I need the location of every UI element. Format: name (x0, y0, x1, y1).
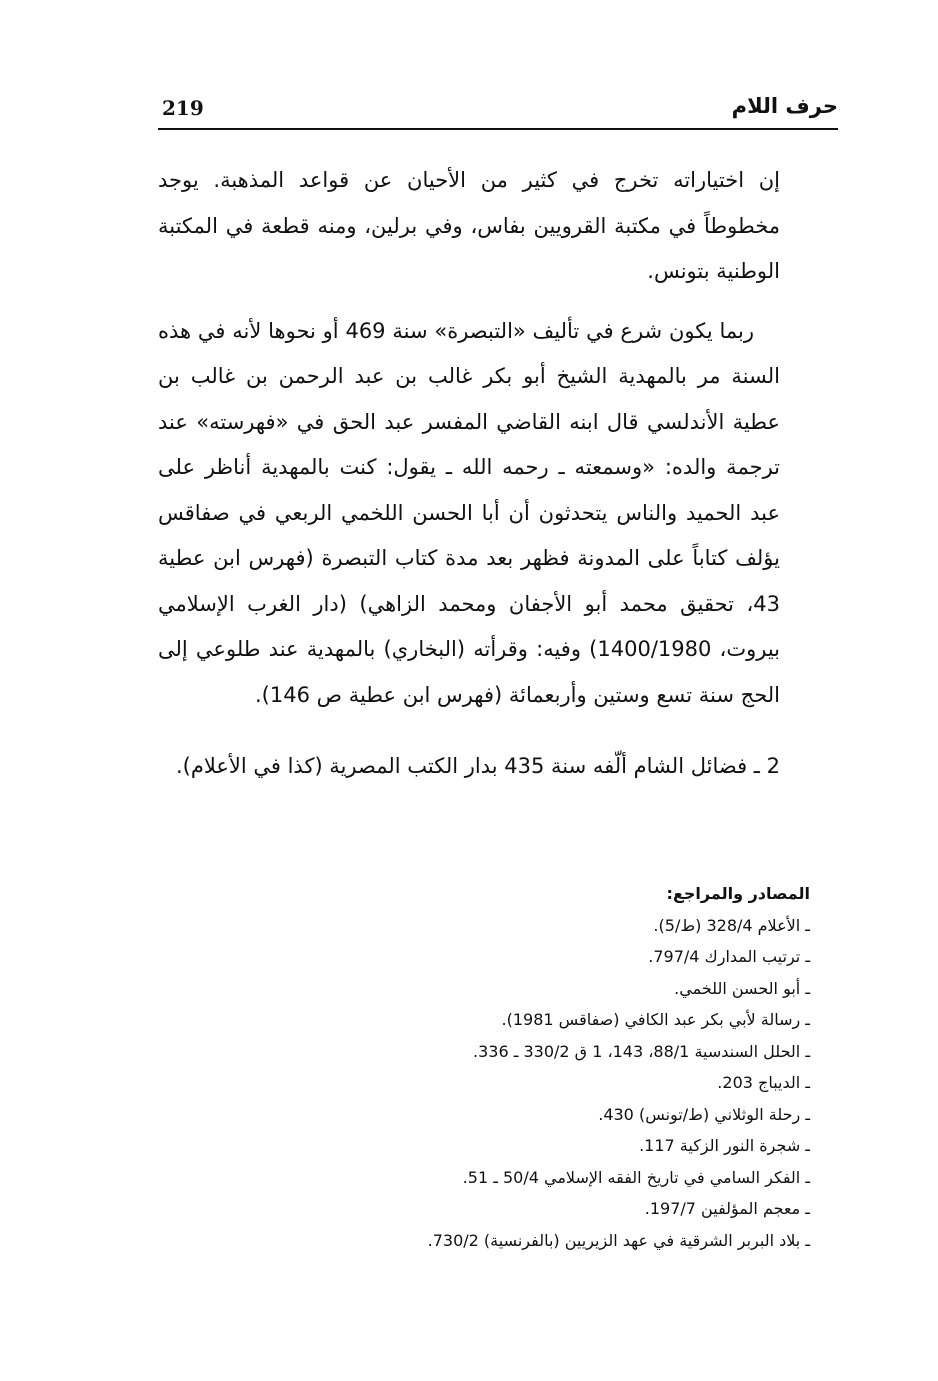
source-item: ـ الأعلام 328/4 (ط/5). (653, 915, 810, 935)
main-text (158, 158, 780, 790)
source-item: ـ الديباج 203. (717, 1073, 810, 1092)
source-item: ـ الفكر السامي في تاريخ الفقه الإسلامي 50/4 ـ 51. (462, 1167, 810, 1187)
numbered-paragraph: 2 ـ فضائل الشام ألّفه سنة 435 بدار الكتب المصرية (كذا في الأعلام). (175, 754, 780, 778)
source-item: ـ الحلل السندسية 88/1، 143، 1 ق 330/2 ـ 336. (472, 1041, 810, 1061)
running-head: حرف اللام (731, 94, 838, 118)
paragraph: إن اختياراته تخرج في كثير من الأحيان عن قواعد المذهبة. يوجد مخطوطاً في مكتبة القرويين بفاس، وفي برلين، ومنه قطعة في المكتبة الوطنية بتونس. (158, 168, 780, 283)
page-number: 219 (162, 96, 204, 120)
sources-list (380, 910, 810, 1257)
source-item: ـ ترتيب المدارك 797/4. (648, 947, 810, 966)
source-item: ـ بلاد البربر الشرقية في عهد الزيريين (بالفرنسية) 730/2. (427, 1230, 810, 1250)
source-item: ـ رسالة لأبي بكر عبد الكافي (صفاقس 1981). (501, 1010, 810, 1029)
source-item: ـ شجرة النور الزكية 117. (639, 1136, 810, 1155)
source-item: ـ أبو الحسن اللخمي. (674, 978, 810, 998)
paragraph: ربما يكون شرع في تأليف «التبصرة» سنة 469 أو نحوها لأنه في هذه السنة مر بالمهدية الشيخ أبو بكر غالب بن عبد الرحمن بن غالب بن عطية الأندلسي قال ابنه القاضي المفسر عبد الحق في «فهرسته» عند ترجمة والده: «وسمعته ـ رحمه الله ـ يقول: كنت بالمهدية أناظر على عبد الحميد والناس يتحدثون أن أبا الحسن اللخمي الربعي في صفاقس يؤلف كتاباً على المدونة فظهر بعد مدة كتاب التبصرة (فهرس ابن عطية 43، تحقيق محمد أبو الأجفان ومحمد الزاهي) (دار الغرب الإسلامي بيروت، 1400/1980) وفيه: وقرأته (البخاري) بالمهدية عند طلوعي إلى الحج سنة تسع وستين وأربعمائة (فهرس ابن عطية ص 146). (158, 318, 780, 707)
source-item: ـ رحلة الوثلاني (ط/تونس) 430. (598, 1104, 810, 1124)
page-header (158, 92, 838, 130)
source-item: ـ معجم المؤلفين 197/7. (644, 1199, 810, 1218)
sources-heading: المصادر والمراجع: (666, 884, 810, 903)
sources-section (380, 878, 810, 1256)
